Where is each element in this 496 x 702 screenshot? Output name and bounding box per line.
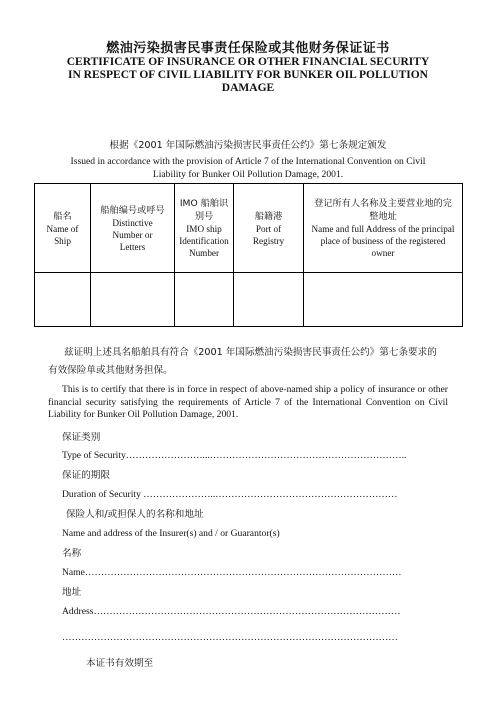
certify-english: This is to certify that there is in force in respect of above-named ship a policy of insurance or other financial security satisfying the requirements of Article 7 of the International Convention on Civil Liability for Bunker Oil Pollution Damage, 2001. xyxy=(48,384,448,420)
col-label-en: place of business of the registered xyxy=(320,236,446,246)
col-owner-address xyxy=(304,184,463,273)
col-label-en: Ship xyxy=(54,235,71,246)
col-label-en: Distinctive xyxy=(112,217,153,228)
col-label-en: Identification xyxy=(179,236,229,246)
col-label-en: Registry xyxy=(252,235,285,246)
insurer-name-field[interactable]: Name……………………………………………………………………………………… xyxy=(62,567,402,578)
cell-owner-address[interactable] xyxy=(304,273,463,327)
col-label-en: Number or xyxy=(112,229,153,240)
ship-particulars-table xyxy=(34,183,463,327)
col-label-zh: 别号 xyxy=(194,211,214,222)
certify-chinese-line2: 有效保险单或其他财务担保。 xyxy=(48,365,173,376)
cell-ship-name[interactable] xyxy=(35,273,91,327)
col-label-en: Letters xyxy=(119,241,146,252)
title-english-line: DAMAGE xyxy=(221,82,275,94)
issued-chinese: 根据《2001 年国际燃油污染损害民事责任公约》第七条规定颁发 xyxy=(109,140,387,151)
security-type-label-zh: 保证类别 xyxy=(62,432,101,443)
certify-chinese-line1: 兹证明上述具名船舶具有符合《2001 年国际燃油污染损害民事责任公约》第七条要求的 xyxy=(64,347,437,358)
issued-english-line: Issued in accordance with the provision of Article 7 of the International Convention on Civil xyxy=(70,156,426,167)
col-label-zh: 整地址 xyxy=(369,211,397,222)
title-english xyxy=(0,56,496,95)
title-english-line: IN RESPECT OF CIVIL LIABILITY FOR BUNKER OIL POLLUTION xyxy=(68,69,428,81)
cell-imo-number[interactable] xyxy=(175,273,234,327)
valid-until-label-zh: 本证书有效期至 xyxy=(86,658,154,669)
col-label-en: Name and full Address of the principal xyxy=(311,224,455,234)
col-label-en: owner xyxy=(371,248,395,258)
cell-distinctive-number[interactable] xyxy=(91,273,175,327)
col-name-of-ship xyxy=(35,184,91,273)
insurer-label-zh: 保险人和/或担保人的名称和地址 xyxy=(66,509,204,520)
col-label-en: Port of xyxy=(255,223,282,234)
col-label-zh: 船名 xyxy=(53,210,72,222)
issued-english-line: Liability for Bunker Oil Pollution Damage, 2001. xyxy=(152,168,344,180)
col-label-zh: 登记所有人名称及主要营业地的完 xyxy=(314,198,452,209)
insurer-address-field[interactable]: Address…………………………………………………………………………………… xyxy=(62,606,401,617)
table-header-row xyxy=(35,184,463,273)
insurer-label-en: Name and address of the Insurer(s) and / or Guarantor(s) xyxy=(62,528,280,539)
issued-english xyxy=(40,156,456,181)
col-label-zh: IMO 船舶识 xyxy=(179,198,229,209)
security-duration-field[interactable]: Duration of Security …………………..………………………………………………… xyxy=(62,489,398,500)
col-label-en: Number xyxy=(188,248,220,258)
title-chinese: 燃油污染损害民事责任保险或其他财务保证证书 xyxy=(106,41,390,56)
col-label-en: Name of xyxy=(46,223,79,234)
col-label-zh: 船籍港 xyxy=(254,210,283,222)
insurer-name-label-zh: 名称 xyxy=(62,548,82,559)
title-english-line: CERTIFICATE OF INSURANCE OR OTHER FINANCIAL SECURITY xyxy=(66,56,430,68)
col-port-of-registry xyxy=(234,184,304,273)
col-imo-number xyxy=(175,184,234,273)
security-type-field[interactable]: Type of Security……………………...…………………………………………………….. xyxy=(62,450,407,461)
certify-chinese xyxy=(48,344,468,380)
security-duration-label-zh: 保证的期限 xyxy=(62,470,110,481)
col-distinctive-number xyxy=(91,184,175,273)
insurer-address-continuation[interactable]: …………………………………………………………………………………………… xyxy=(62,632,398,643)
col-label-zh: 船舶编号或呼号 xyxy=(100,204,165,216)
cell-port-of-registry[interactable] xyxy=(234,273,304,327)
col-label-en: IMO ship xyxy=(186,224,222,234)
table-row xyxy=(35,273,463,327)
insurer-address-label-zh: 地址 xyxy=(62,587,82,598)
